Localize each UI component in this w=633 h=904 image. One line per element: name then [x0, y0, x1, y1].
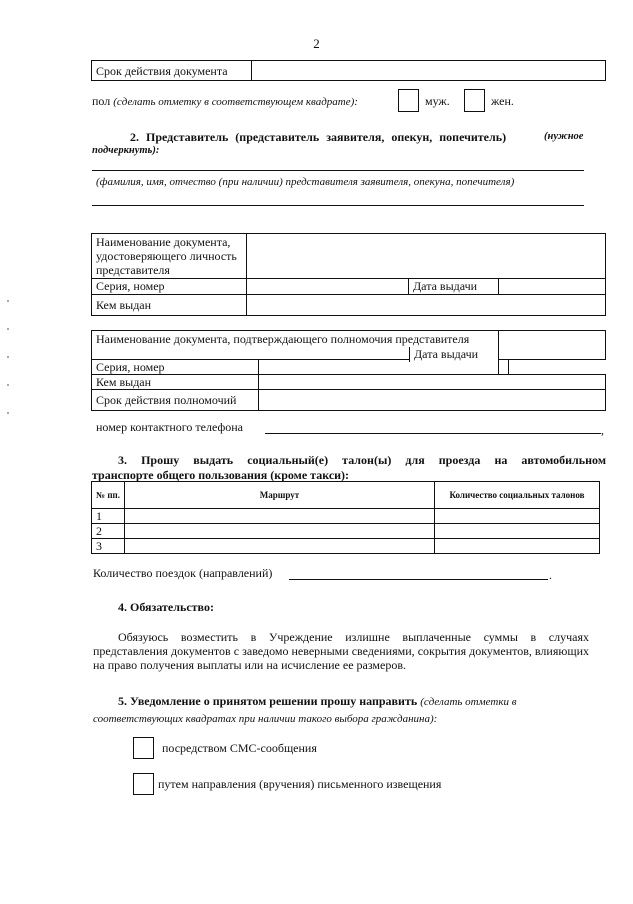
section3-text-line2: транспорте общего пользования (кроме такси):	[92, 468, 350, 482]
gender-label: пол (сделать отметку в соответствующем квадрате):	[92, 94, 358, 108]
fio-caption: (фамилия, имя, отчество (при наличии) представителя заявителя, опекуна, попечителя)	[96, 176, 515, 188]
auth-series-label: Серия, номер	[92, 360, 259, 375]
male-label: муж.	[425, 94, 450, 108]
route-row-num: 1	[92, 509, 125, 524]
route-count-cell[interactable]	[435, 524, 600, 539]
letter-option-label: путем направления (вручения) письменного извещения	[158, 777, 442, 791]
id-doc-name-label: Наименование документа, удостоверяющего личность представителя	[92, 234, 247, 279]
doc-validity-label: Срок действия документа	[92, 61, 252, 81]
phone-input-line[interactable]	[265, 433, 601, 434]
phone-label: номер контактного телефона	[96, 420, 243, 434]
id-doc-name-field[interactable]	[247, 234, 606, 279]
trips-input-line[interactable]	[289, 579, 548, 580]
auth-validity-label: Срок действия полномочий	[92, 390, 259, 411]
sms-checkbox[interactable]	[133, 737, 154, 759]
authority-document-table	[91, 330, 606, 411]
male-checkbox[interactable]	[398, 89, 419, 112]
auth-issued-by-label: Кем выдан	[92, 375, 259, 390]
section2-hint-b: подчеркнуть):	[92, 145, 160, 156]
route-row-num: 3	[92, 539, 125, 554]
route-count-cell[interactable]	[435, 539, 600, 554]
section2-hint-a: (нужное	[544, 131, 584, 142]
id-issue-date-field[interactable]	[499, 279, 606, 295]
trips-label: Количество поездок (направлений)	[93, 566, 273, 580]
doc-validity-table	[91, 60, 606, 81]
table-row	[92, 539, 600, 554]
auth-doc-name-label: Наименование документа, подтверждающего полномочия представителя	[92, 331, 499, 360]
route-cell[interactable]	[125, 509, 435, 524]
routes-header-num: № пп.	[92, 482, 125, 509]
table-row	[92, 509, 600, 524]
section4-text: Обязуюсь возместить в Учреждение излишне выплаченные суммы в случаях представления документов с заведомо неверными сведениями, сокрытия документов, влияющих на право получения выплаты или на исчисление ее размеров.	[93, 630, 589, 672]
id-issue-date-label: Дата выдачи	[409, 279, 499, 295]
route-cell[interactable]	[125, 524, 435, 539]
scan-margin-dots	[7, 300, 10, 440]
trips-trailing-dot: .	[549, 568, 552, 582]
auth-issued-by-field[interactable]	[259, 375, 606, 390]
phone-trailing-comma: ,	[601, 423, 604, 437]
id-series-label: Серия, номер	[92, 279, 247, 295]
female-label: жен.	[491, 94, 514, 108]
id-document-table	[91, 233, 606, 316]
id-series-field[interactable]	[247, 279, 409, 295]
auth-issue-date-field[interactable]	[499, 360, 509, 375]
table-row	[92, 524, 600, 539]
route-cell[interactable]	[125, 539, 435, 554]
route-count-cell[interactable]	[435, 509, 600, 524]
section2-title: 2. Представитель (представитель заявителя, опекун, попечитель)	[130, 130, 507, 144]
routes-header-count: Количество социальных талонов	[435, 482, 600, 509]
auth-doc-name-field[interactable]	[499, 331, 606, 360]
letter-checkbox[interactable]	[133, 773, 154, 795]
id-issued-by-label: Кем выдан	[92, 295, 247, 316]
female-checkbox[interactable]	[464, 89, 485, 112]
auth-issue-date-label: Дата выдачи	[409, 347, 499, 362]
representative-extra-line[interactable]	[92, 205, 584, 206]
routes-table	[91, 481, 600, 554]
routes-header-route: Маршрут	[125, 482, 435, 509]
doc-validity-field[interactable]	[252, 61, 606, 81]
section4-title: 4. Обязательство:	[118, 600, 214, 614]
route-row-num: 2	[92, 524, 125, 539]
section3-text-line1: 3. Прошу выдать социальный(е) талон(ы) для проезда на автомобильном	[118, 453, 606, 467]
auth-validity-field[interactable]	[259, 390, 606, 411]
page-number: 2	[313, 36, 320, 51]
id-issued-by-field[interactable]	[247, 295, 606, 316]
section5-heading: 5. Уведомление о принятом решении прошу направить (сделать отметки в соответствующих квадратах при наличии такого выбора гражданина):	[93, 694, 517, 725]
representative-name-line[interactable]	[92, 170, 584, 171]
sms-option-label: посредством СМС-сообщения	[162, 741, 317, 755]
